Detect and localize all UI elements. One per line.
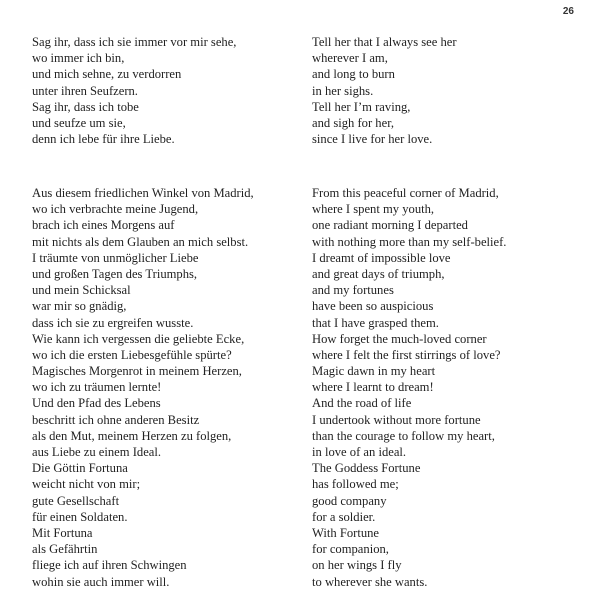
verse-line: Aus diesem friedlichen Winkel von Madrid, <box>32 186 254 200</box>
verse-line: aus Liebe zu einem Ideal. <box>32 445 162 459</box>
verse-line: mit nichts als dem Glauben an mich selbst. <box>32 234 249 249</box>
verse-line: dass ich sie zu ergreifen wusste. <box>32 315 194 330</box>
verse-line: als den Mut, meinem Herzen zu folgen, <box>32 428 232 443</box>
page-number: 26 <box>562 6 574 17</box>
verse-line: und mein Schicksal <box>32 283 131 298</box>
verse-line: Mit Fortuna <box>32 525 93 540</box>
verse-line: than the courage to follow my heart, <box>312 428 495 443</box>
verse-line: und großen Tagen des Triumphs, <box>32 266 198 281</box>
verse-line: wherever I am, <box>312 51 388 66</box>
verse-line: since I live for her love. <box>312 132 433 147</box>
verse-line: Magic dawn in my heart <box>312 364 436 379</box>
verse-line: where I spent my youth, <box>312 202 435 217</box>
verse-line: wo ich zu träumen lernte! <box>32 380 162 395</box>
stanza-2-english <box>312 185 506 590</box>
verse-line: unter ihren Seufzern. <box>32 83 138 98</box>
verse-line: wo ich verbrachte meine Jugend, <box>32 202 199 217</box>
verse-line: und mich sehne, zu verdorren <box>32 67 182 82</box>
verse-line: and my fortunes <box>312 283 394 298</box>
verse-line: Magisches Morgenrot in meinem Herzen, <box>32 364 242 379</box>
verse-line: für einen Soldaten. <box>32 509 128 524</box>
verse-line: in love of an ideal. <box>312 445 407 459</box>
verse-line: have been so auspicious <box>312 299 434 314</box>
verse-line: good company <box>312 493 387 508</box>
verse-line: one radiant morning I departed <box>312 218 468 233</box>
stanza-2-german <box>32 185 254 590</box>
verse-line: Tell her that I always see her <box>312 35 457 49</box>
verse-line: wo ich die ersten Liebesgefühle spürte? <box>32 347 232 362</box>
verse-line: The Goddess Fortune <box>312 461 421 476</box>
verse-line: I träumte von unmöglicher Liebe <box>32 250 199 265</box>
verse-line: and great days of triumph, <box>312 266 445 281</box>
verse-line: und seufze um sie, <box>32 115 126 130</box>
verse-line: gute Gesellschaft <box>32 493 120 508</box>
verse-line: Sag ihr, dass ich tobe <box>32 99 139 114</box>
verse-line: weicht nicht von mir; <box>32 477 141 492</box>
verse-line: And the road of life <box>312 396 412 411</box>
verse-line: Und den Pfad des Lebens <box>32 396 161 411</box>
verse-line: I undertook without more fortune <box>312 412 481 427</box>
verse-line: for a soldier. <box>312 509 376 524</box>
verse-line: fliege ich auf ihren Schwingen <box>32 558 187 573</box>
verse-line: With Fortune <box>312 525 380 540</box>
verse-line: beschritt ich ohne anderen Besitz <box>32 412 200 427</box>
verse-line: Wie kann ich vergessen die geliebte Ecke, <box>32 331 245 346</box>
verse-line: with nothing more than my self-belief. <box>312 234 507 249</box>
verse-line: for companion, <box>312 542 389 557</box>
verse-line: denn ich lebe für ihre Liebe. <box>32 132 175 147</box>
verse-line: where I felt the first stirrings of love? <box>312 347 501 362</box>
verse-line: Die Göttin Fortuna <box>32 461 128 476</box>
verse-line: wo immer ich bin, <box>32 51 125 66</box>
verse-line: and sigh for her, <box>312 115 395 130</box>
verse-line: I dreamt of impossible love <box>312 250 451 265</box>
verse-line: that I have grasped them. <box>312 315 439 330</box>
verse-line: Tell her I’m raving, <box>312 99 411 114</box>
verse-line: has followed me; <box>312 477 399 492</box>
verse-line: war mir so gnädig, <box>32 299 127 314</box>
verse-line: to wherever she wants. <box>312 574 428 589</box>
stanza-1-german <box>32 34 236 147</box>
verse-line: Sag ihr, dass ich sie immer vor mir sehe, <box>32 35 237 49</box>
verse-line: and long to burn <box>312 67 395 82</box>
verse-line: in her sighs. <box>312 83 374 98</box>
verse-line: on her wings I fly <box>312 558 402 573</box>
verse-line: where I learnt to dream! <box>312 380 434 395</box>
verse-line: als Gefährtin <box>32 542 98 557</box>
verse-line: wohin sie auch immer will. <box>32 574 170 589</box>
stanza-1-english <box>312 34 457 147</box>
verse-line: From this peaceful corner of Madrid, <box>312 186 499 200</box>
verse-line: How forget the much-loved corner <box>312 331 487 346</box>
verse-line: brach ich eines Morgens auf <box>32 218 175 233</box>
